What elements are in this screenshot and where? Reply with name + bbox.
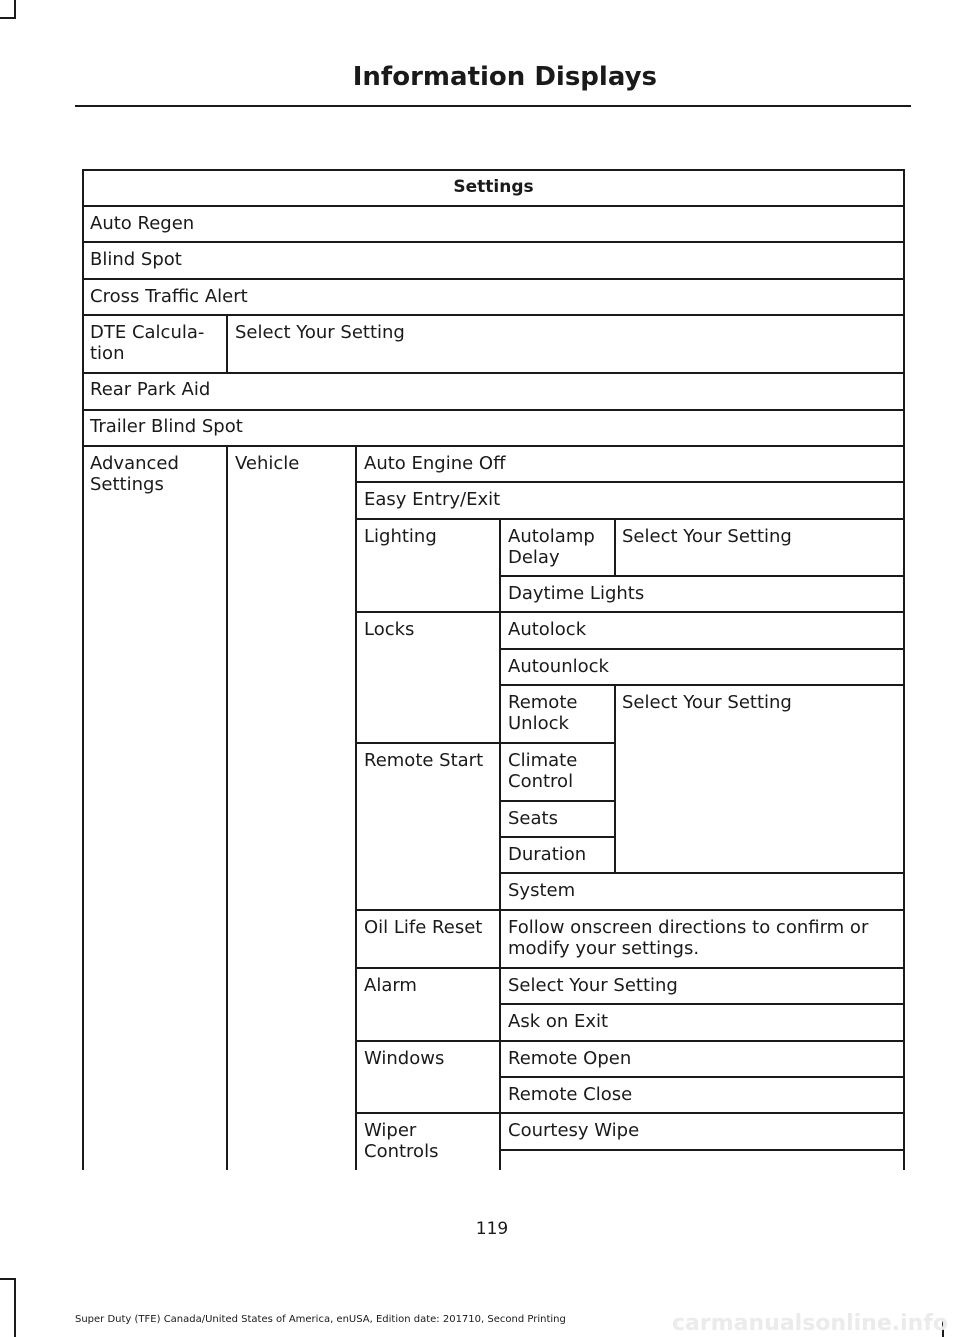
table-rule xyxy=(82,205,905,207)
oil-life-description: Follow onscreen directions to confirm or modify your settings. xyxy=(508,917,869,959)
setting-daytime-lights: Daytime Lights xyxy=(508,583,645,604)
setting-climate-control: Climate Control xyxy=(508,750,578,792)
setting-vehicle: Vehicle xyxy=(235,453,300,474)
table-rule xyxy=(355,518,905,520)
setting-courtesy-wipe: Courtesy Wipe xyxy=(508,1120,640,1141)
setting-autolock: Autolock xyxy=(508,619,587,640)
table-rule xyxy=(355,1112,905,1114)
setting-ask-on-exit: Ask on Exit xyxy=(508,1011,609,1032)
table-rule xyxy=(82,241,905,243)
setting-remote-open: Remote Open xyxy=(508,1048,632,1069)
table-rule xyxy=(499,684,905,686)
setting-seats: Seats xyxy=(508,808,558,829)
page-number: 119 xyxy=(475,1219,509,1239)
crop-mark xyxy=(0,17,16,19)
crop-mark xyxy=(14,1278,16,1337)
table-rule xyxy=(355,445,357,1170)
table-rule xyxy=(499,518,501,1170)
table-rule xyxy=(499,648,905,650)
table-rule xyxy=(499,872,905,874)
setting-duration: Duration xyxy=(508,844,587,865)
table-rule xyxy=(499,1076,905,1078)
table-rule xyxy=(355,742,614,744)
setting-autolamp-delay: Autolamp Delay xyxy=(508,526,595,568)
setting-cross-traffic-alert: Cross Traffic Alert xyxy=(90,286,248,307)
setting-advanced-settings: Advanced Settings xyxy=(90,453,179,495)
setting-easy-entry-exit: Easy Entry/Exit xyxy=(364,489,501,510)
table-rule xyxy=(82,169,84,1170)
setting-locks: Locks xyxy=(364,619,415,640)
setting-auto-engine-off: Auto Engine Off xyxy=(364,453,506,474)
setting-windows: Windows xyxy=(364,1048,445,1069)
table-rule xyxy=(499,800,614,802)
table-heading: Settings xyxy=(453,177,534,197)
watermark: carmanualsonline.info xyxy=(672,1311,948,1336)
setting-autounlock: Autounlock xyxy=(508,656,609,677)
table-rule xyxy=(82,445,905,447)
setting-auto-regen: Auto Regen xyxy=(90,213,195,234)
remote-value: Select Your Setting xyxy=(622,692,792,713)
table-rule xyxy=(82,169,905,171)
page-title: Information Displays xyxy=(352,62,657,92)
setting-trailer-blind-spot: Trailer Blind Spot xyxy=(90,416,243,437)
table-rule xyxy=(355,1040,905,1042)
table-rule xyxy=(226,314,228,372)
setting-blind-spot: Blind Spot xyxy=(90,249,182,270)
setting-lighting: Lighting xyxy=(364,526,437,547)
setting-remote-unlock: Remote Unlock xyxy=(508,692,578,734)
table-rule xyxy=(355,481,905,483)
alarm-value: Select Your Setting xyxy=(508,975,678,996)
edition-footer: Super Duty (TFE) Canada/United States of America, enUSA, Edition date: 201710, Second Printing xyxy=(75,1314,566,1325)
dte-value: Select Your Setting xyxy=(235,322,405,343)
table-rule xyxy=(355,967,905,969)
table-rule xyxy=(82,278,905,280)
table-rule xyxy=(499,575,905,577)
setting-wiper-controls: Wiper Controls xyxy=(364,1120,439,1162)
autolamp-value: Select Your Setting xyxy=(622,526,792,547)
table-rule xyxy=(499,836,614,838)
table-rule xyxy=(499,1149,905,1151)
table-rule xyxy=(82,409,905,411)
setting-system: System xyxy=(508,880,576,901)
table-rule xyxy=(226,445,228,1170)
table-rule xyxy=(903,169,905,1170)
crop-mark xyxy=(14,0,16,17)
table-rule xyxy=(82,314,905,316)
setting-alarm: Alarm xyxy=(364,975,417,996)
table-rule xyxy=(614,684,616,872)
table-rule xyxy=(499,1003,905,1005)
setting-dte-calculation: DTE Calcula- tion xyxy=(90,322,205,364)
table-rule xyxy=(82,372,905,374)
table-rule xyxy=(614,518,616,575)
setting-remote-start: Remote Start xyxy=(364,750,484,771)
table-rule xyxy=(355,909,905,911)
title-divider xyxy=(75,105,911,107)
table-rule xyxy=(355,611,905,613)
settings-table xyxy=(82,169,905,1170)
setting-remote-close: Remote Close xyxy=(508,1084,633,1105)
setting-rear-park-aid: Rear Park Aid xyxy=(90,379,211,400)
setting-oil-life-reset: Oil Life Reset xyxy=(364,917,483,938)
crop-mark xyxy=(0,1278,16,1280)
